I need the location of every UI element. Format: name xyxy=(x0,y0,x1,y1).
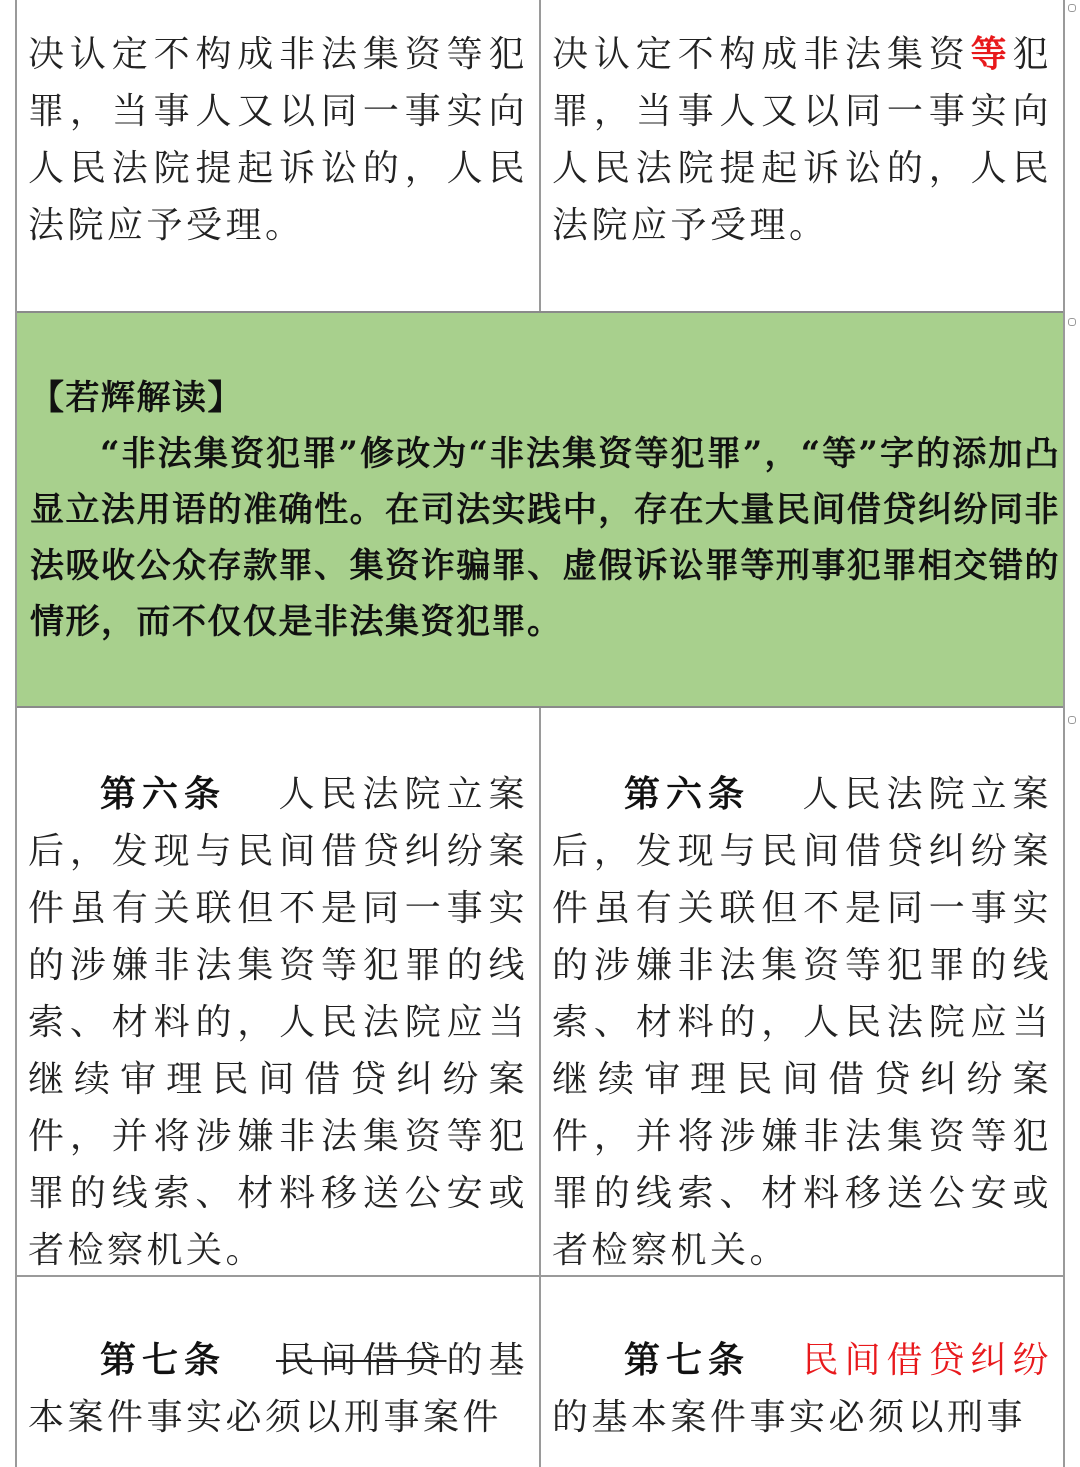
row2-left-cell xyxy=(28,766,528,1279)
article6-left xyxy=(28,766,528,1279)
row1-left-text: 决认定不构成非法集资等犯罪，当事人又以同一事实向人民法院提起诉讼的，人民法院应予受理。 xyxy=(28,34,528,246)
row1-right-cell xyxy=(552,26,1052,254)
edit-marker-icon xyxy=(1068,4,1076,12)
row1-right-before: 决认定不构成非法集资 xyxy=(552,34,971,75)
interpretation-body: “非法集资犯罪”修改为“非法集资等犯罪”，“等”字的添加凸显立法用语的准确性。在司法实践中，存在大量民间借贷纠纷同非法吸收公众存款罪、集资诈骗罪、虚假诉讼罪等刑事犯罪相交错的情形，而不仅仅是非法集资犯罪。 xyxy=(30,434,1060,642)
row1-right-text xyxy=(552,26,1052,254)
table-border-left xyxy=(15,708,17,1467)
table-border-right xyxy=(1063,708,1065,1467)
article6-right xyxy=(552,766,1052,1279)
table-column-divider xyxy=(539,708,541,1467)
table-border-left xyxy=(15,311,17,708)
table-border-right xyxy=(1063,311,1065,708)
article7-right-after: 的基本案件事实必须以刑事 xyxy=(552,1397,1027,1438)
article7-left-title: 第七条 xyxy=(100,1339,226,1381)
edit-marker-icon xyxy=(1068,318,1076,326)
table-border-right xyxy=(1063,0,1065,311)
row1-left-cell xyxy=(28,26,528,254)
interpretation xyxy=(30,370,1060,650)
article7-left-after: 的基本案件事实必须以刑事案件 xyxy=(28,1340,528,1438)
row1-right-after: 犯罪，当事人又以同一事实向人民法院提起诉讼的，人民法院应予受理。 xyxy=(552,34,1052,246)
article6-left-title: 第六条 xyxy=(100,773,226,815)
article6-right-title: 第六条 xyxy=(624,773,750,815)
table-border-left xyxy=(15,0,17,311)
table-column-divider xyxy=(539,0,541,311)
article7-right-title: 第七条 xyxy=(624,1339,750,1381)
interpretation-heading: 【若辉解读】 xyxy=(30,378,243,418)
article6-left-text: 人民法院立案后，发现与民间借贷纠纷案件虽有关联但不是同一事实的涉嫌非法集资等犯罪的线索、材料的，人民法院应当继续审理民间借贷纠纷案件，并将涉嫌非法集资等犯罪的线索、材料移送公安或者检察机关。 xyxy=(28,774,528,1271)
article7-left-struck: 民间借贷 xyxy=(276,1340,447,1381)
article7-right xyxy=(552,1332,1052,1446)
article7-right-highlight: 民间借贷纠纷 xyxy=(800,1340,1052,1381)
row3-right-cell xyxy=(552,1332,1052,1446)
row3-left-cell xyxy=(28,1332,528,1446)
row1-right-highlight: 等 xyxy=(970,33,1013,75)
row2-right-cell xyxy=(552,766,1052,1279)
article7-left xyxy=(28,1332,528,1446)
article6-right-text: 人民法院立案后，发现与民间借贷纠纷案件虽有关联但不是同一事实的涉嫌非法集资等犯罪的线索、材料的，人民法院应当继续审理民间借贷纠纷案件，并将涉嫌非法集资等犯罪的线索、材料移送公安或者检察机关。 xyxy=(552,774,1052,1271)
edit-marker-icon xyxy=(1068,716,1076,724)
